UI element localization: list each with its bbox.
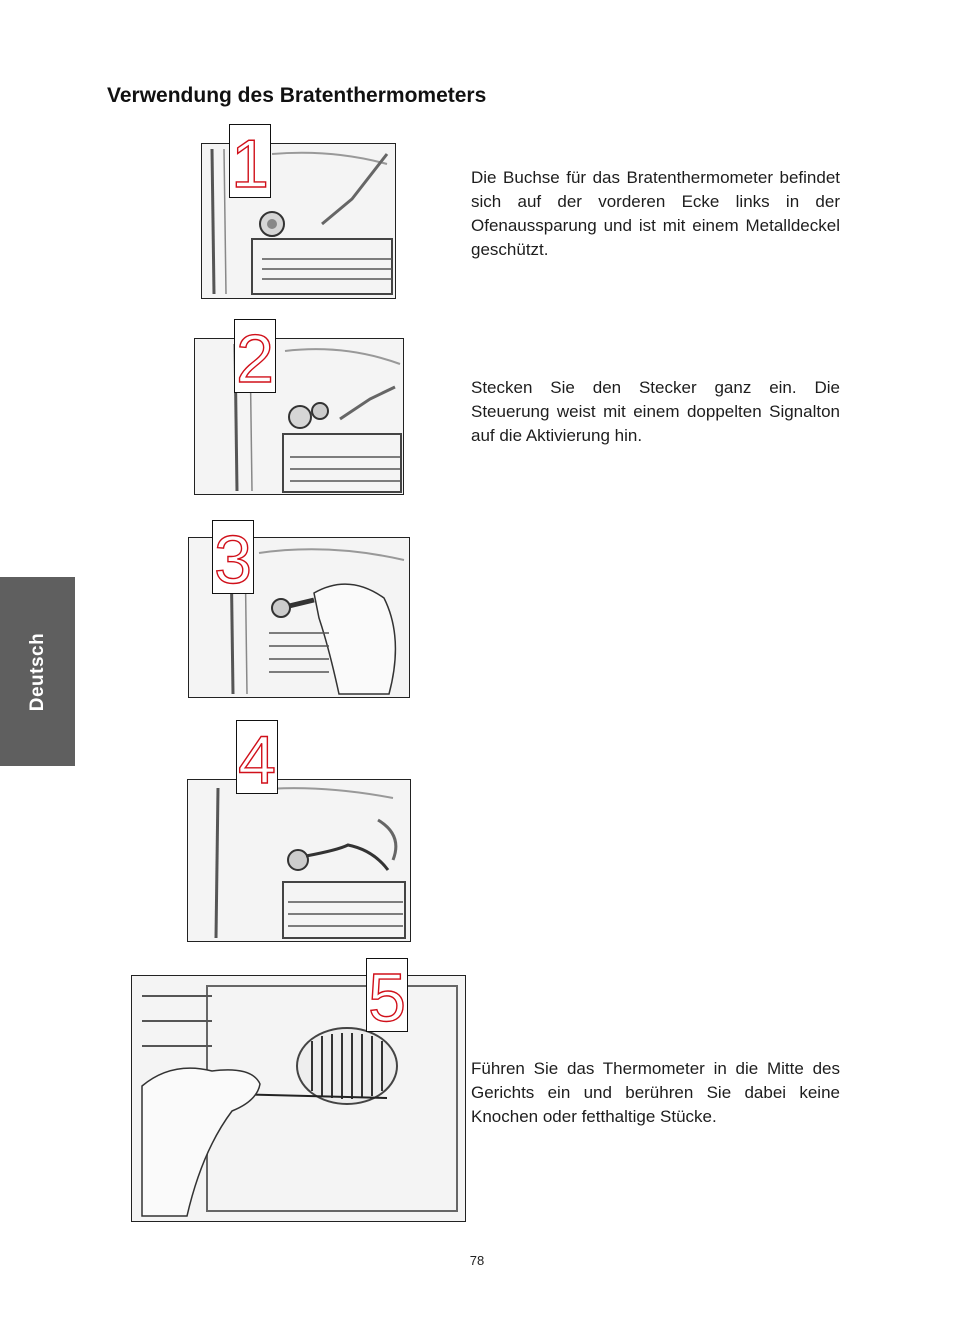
step-4-number: 4 xyxy=(238,722,276,793)
plug-inserted-sketch xyxy=(188,780,410,941)
language-tab xyxy=(0,577,75,766)
step-2-number: 2 xyxy=(236,321,274,392)
step-1-text: Die Buchse für das Bratenthermometer befindet sich auf der vorderen Ecke links in der Ofenaussparung und ist mit einem Metalldeckel geschützt. xyxy=(471,168,840,259)
step-5-text: Führen Sie das Thermometer in die Mitte des Gerichts ein und berühren Sie dabei keine Knochen oder fetthaltige Stücke. xyxy=(471,1059,840,1126)
step-5-number: 5 xyxy=(368,960,406,1031)
page-number: 78 xyxy=(469,1253,485,1268)
step-5-photo xyxy=(131,975,466,1222)
language-tab-label: Deutsch xyxy=(26,632,48,711)
page-title: Verwendung des Bratenthermometers xyxy=(107,84,487,107)
step-4-badge xyxy=(236,720,278,794)
step-2-badge xyxy=(234,319,276,393)
step-2-photo xyxy=(194,338,404,495)
step-1-number: 1 xyxy=(231,126,269,197)
step-3-number: 3 xyxy=(214,522,252,593)
step-4-photo xyxy=(187,779,411,942)
plug-insert-sketch xyxy=(195,339,403,494)
step-5-badge xyxy=(366,958,408,1032)
thermometer-in-oven-sketch xyxy=(132,976,465,1221)
step-3-badge xyxy=(212,520,254,594)
step-2-text: Stecken Sie den Stecker ganz ein. Die Steuerung weist mit einem doppelten Signalton auf die Aktivierung hin. xyxy=(471,378,840,445)
step-1-badge xyxy=(229,124,271,198)
